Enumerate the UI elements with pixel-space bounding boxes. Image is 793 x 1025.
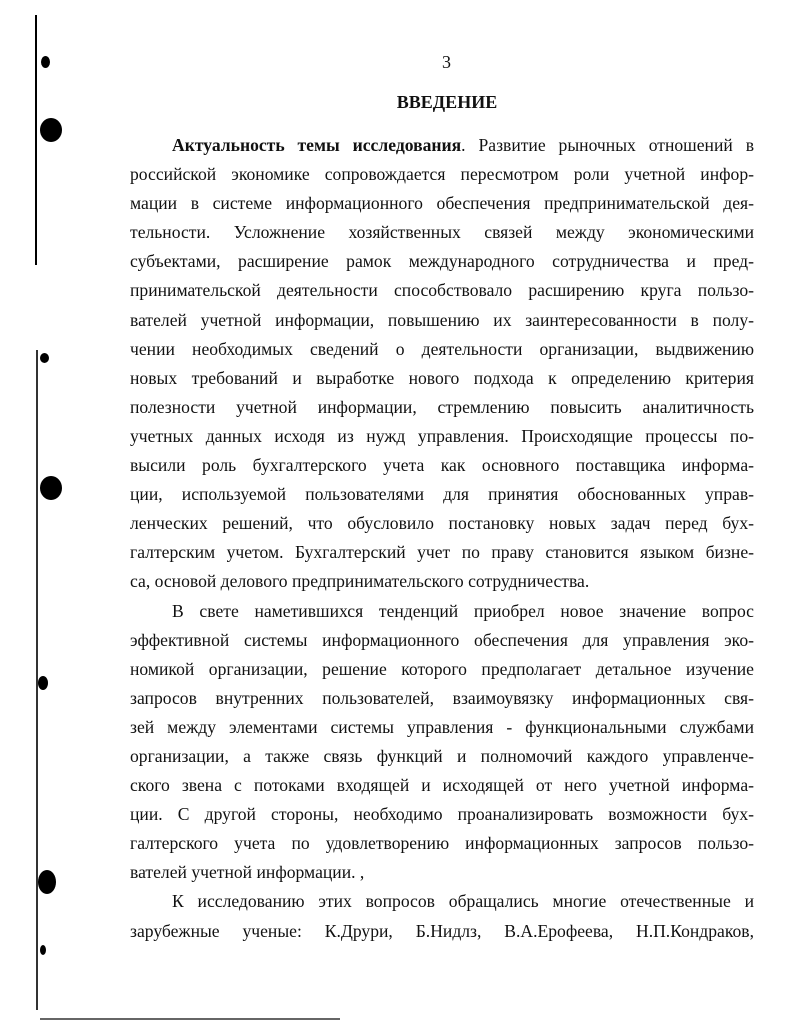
text-line: полезности учетной информации, стремлению повысить аналитичность xyxy=(130,396,754,417)
text-line: запросов внутренних пользователей, взаимоувязку информационных свя- xyxy=(130,687,754,708)
text-line: ленческих решений, что обусловило постановку новых задач перед бух- xyxy=(130,513,754,534)
text-line: К исследованию этих вопросов обращались многие отечественные и xyxy=(172,891,754,912)
text-line: тельности. Усложнение хозяйственных связей между экономическими xyxy=(130,222,754,243)
scan-hole-mark xyxy=(40,476,62,500)
text-line: зей между элементами системы управления - функциональными службами xyxy=(130,716,754,737)
text-fragment: . Развитие рыночных отношений в xyxy=(461,135,754,155)
text-line: новых требований и выработке нового подхода к определению критерия xyxy=(130,367,754,388)
text-line: субъектами, расширение рамок международного сотрудничества и пред- xyxy=(130,251,754,272)
text-line: номикой организации, решение которого предполагает детальное изучение xyxy=(130,658,754,679)
scan-bottom-line xyxy=(40,1018,340,1020)
scan-hole-mark xyxy=(38,676,48,690)
scan-hole-mark xyxy=(38,870,56,894)
text-line: зарубежные ученые: К.Друри, Б.Нидлз, В.А.Ерофеева, Н.П.Кондраков, xyxy=(130,920,754,941)
scan-hole-mark xyxy=(40,353,49,363)
text-line: ции. С другой стороны, необходимо проанализировать возможности бух- xyxy=(130,804,754,825)
text-line: принимательской деятельности способствовало расширению круга пользо- xyxy=(130,280,754,301)
text-line: мации в системе информационного обеспечения предпринимательской дея- xyxy=(130,193,754,214)
bold-lead: Актуальность темы исследования xyxy=(172,135,462,155)
text-line: эффективной системы информационного обеспечения для управления эко- xyxy=(130,629,754,650)
scan-hole-mark xyxy=(40,118,62,142)
text-line: галтерским учетом. Бухгалтерский учет по праву становится языком бизне- xyxy=(130,542,754,563)
text-line: организации, а также связь функций и полномочий каждого управленче- xyxy=(130,745,754,766)
text-line: галтерского учета по удовлетворению информационных запросов пользо- xyxy=(130,833,754,854)
text-line xyxy=(130,131,754,160)
text-line: В свете наметившихся тенденций приобрел новое значение вопрос xyxy=(172,600,754,621)
text-line: вателей учетной информации. , xyxy=(130,862,365,883)
scan-hole-mark xyxy=(40,945,46,955)
text-line: российской экономике сопровождается пересмотром роли учетной инфор- xyxy=(130,164,754,185)
text-line: вателей учетной информации, повышению их заинтересованности в полу- xyxy=(130,309,754,330)
page-number: 3 xyxy=(442,52,451,72)
section-heading: ВВЕДЕНИЕ xyxy=(396,92,498,112)
text-line: чении необходимых сведений о деятельности организации, выдвижению xyxy=(130,338,754,359)
text-line: ского звена с потоками входящей и исходящей от него учетной информа- xyxy=(130,775,754,796)
text-line: учетных данных исходя из нужд управления. Происходящие процессы по- xyxy=(130,425,754,446)
text-line: ции, используемой пользователями для принятия обоснованных управ- xyxy=(130,484,754,505)
text-line: са, основой делового предпринимательского сотрудничества. xyxy=(130,571,590,592)
body-text xyxy=(130,131,754,946)
text-line: высили роль бухгалтерского учета как основного поставщика информа- xyxy=(130,455,754,476)
